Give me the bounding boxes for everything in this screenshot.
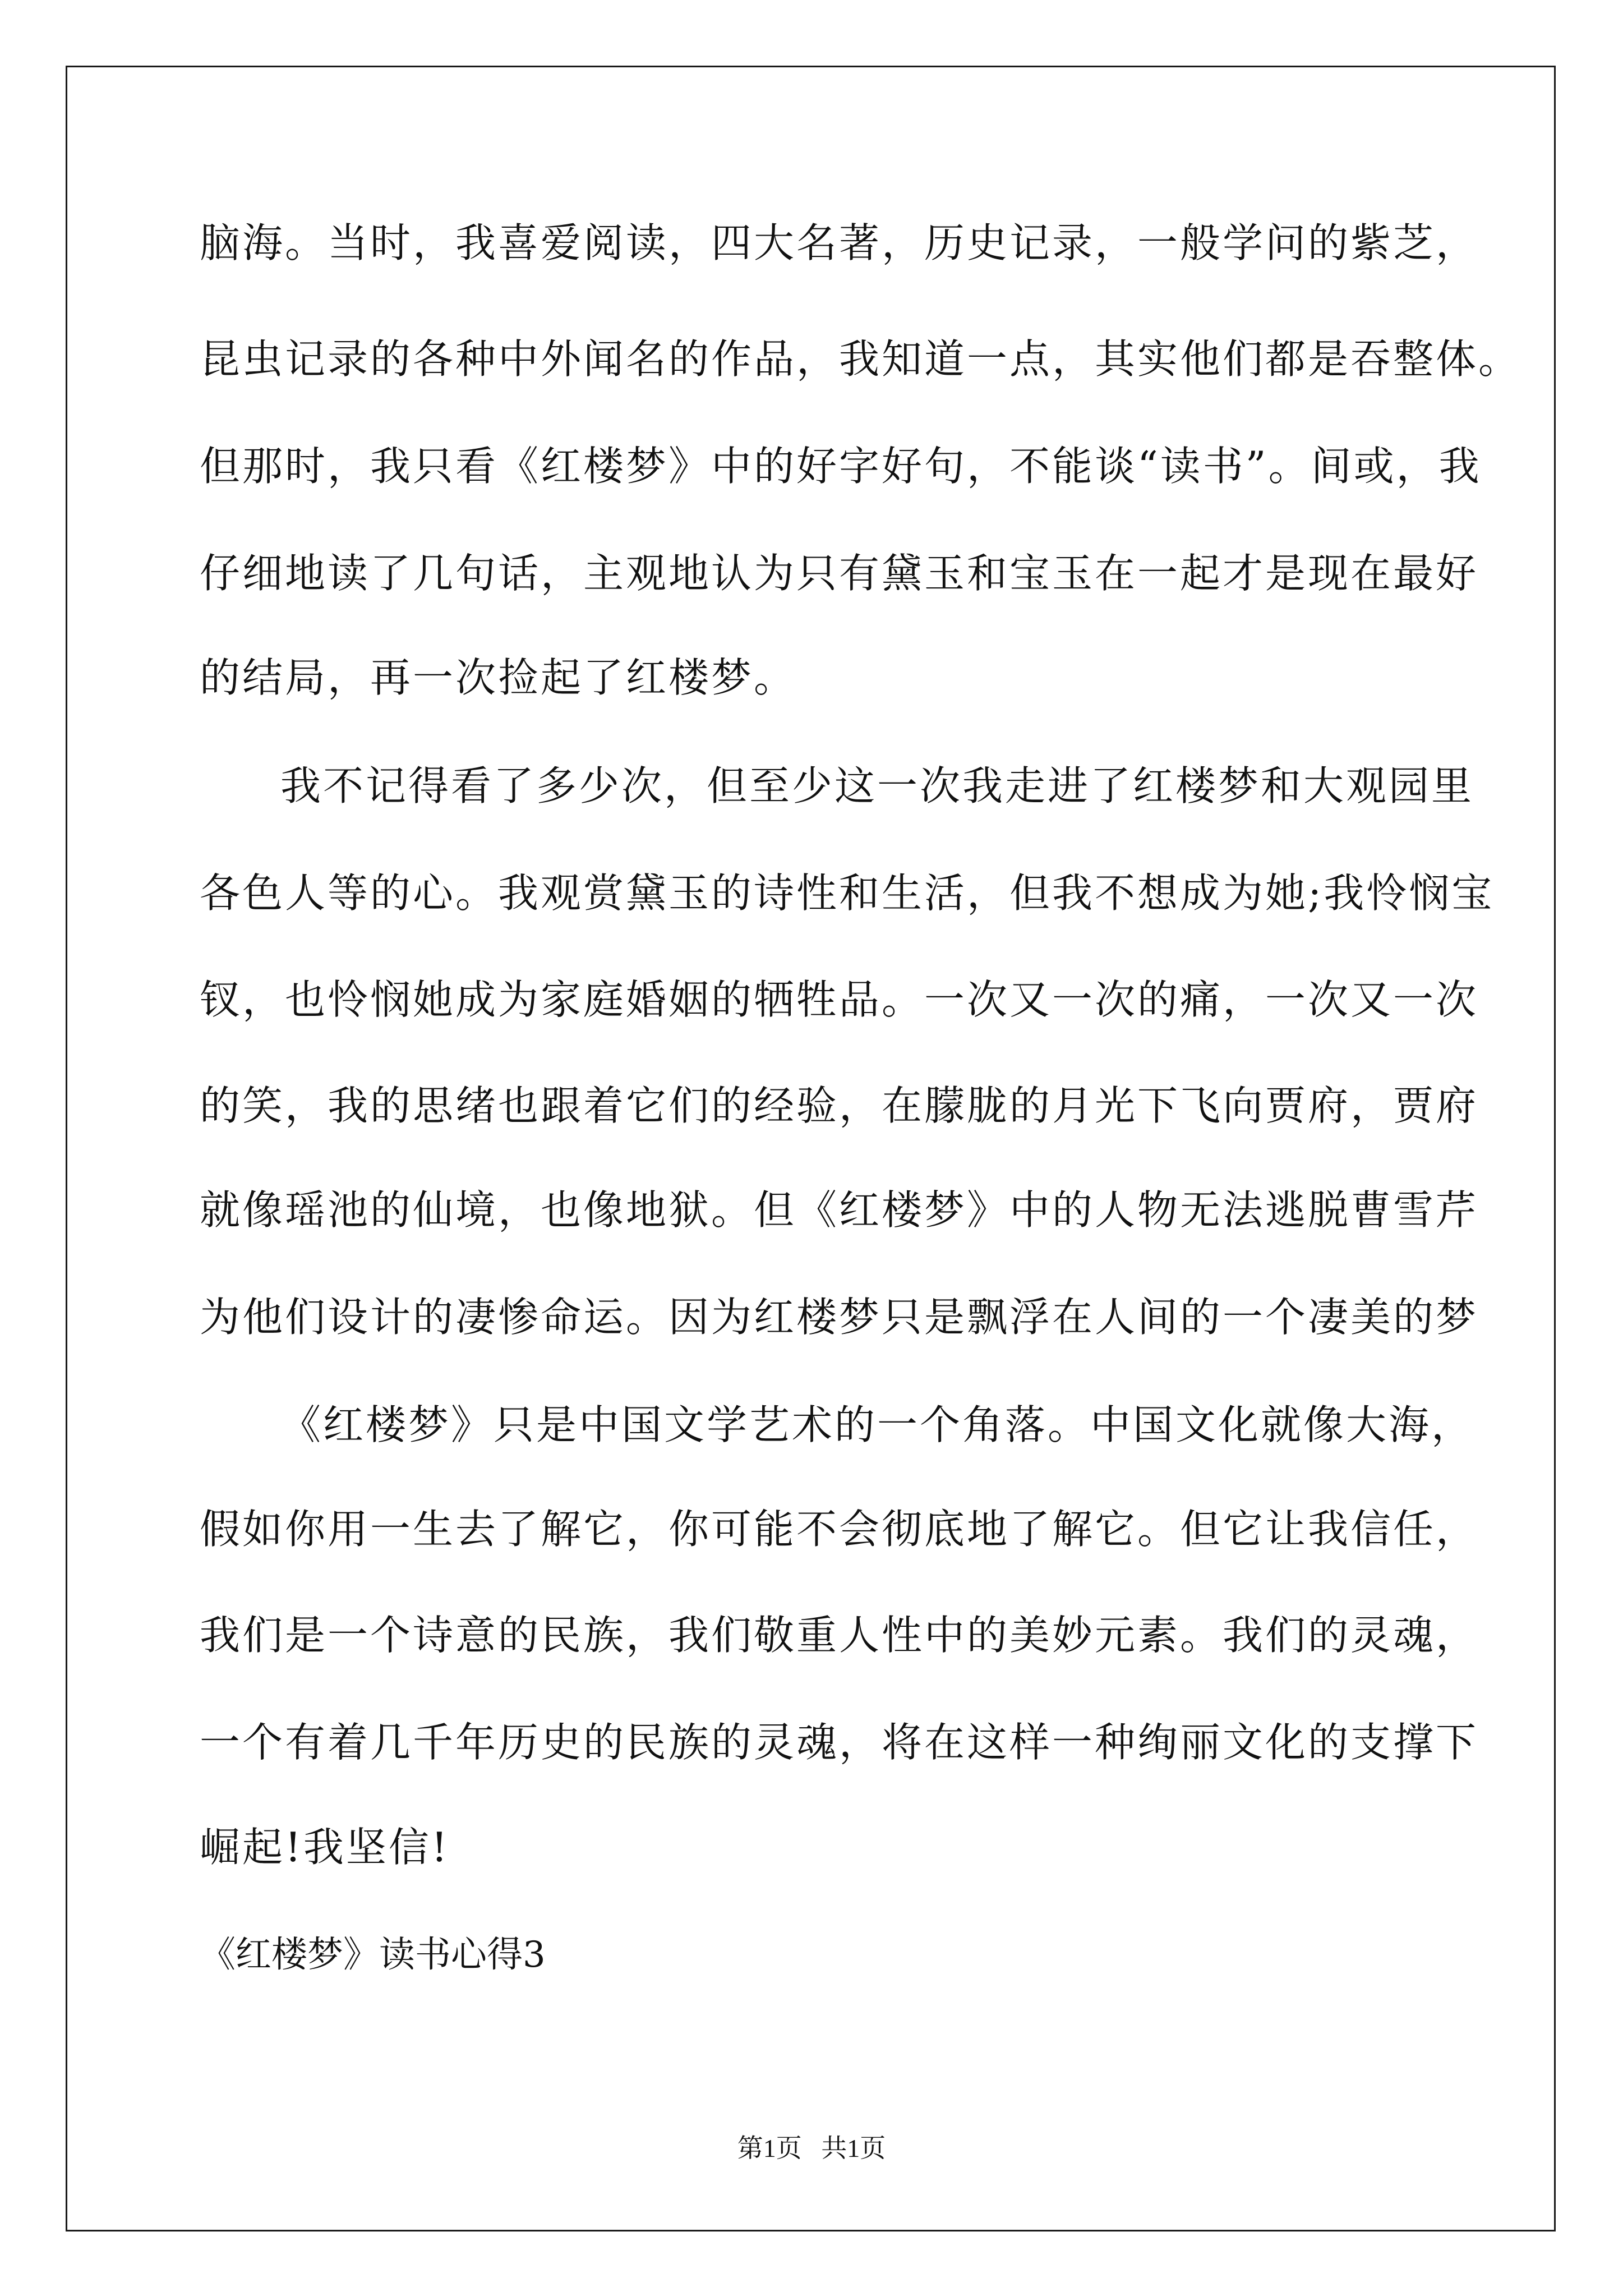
- paragraph-2-line-2: 各色人等的心。我观赏黛玉的诗性和生活，但我不想成为她;我怜悯宝: [200, 869, 1495, 917]
- page-number-footer: 第1页 共1页: [737, 2134, 886, 2162]
- paragraph-1-line-5: 的结局，再一次捡起了红楼梦。: [200, 654, 797, 701]
- paragraph-3-line-1: 《红楼梦》只是中国文学艺术的一个角落。中国文化就像大海，: [280, 1401, 1474, 1448]
- paragraph-1-line-1: 脑海。当时，我喜爱阅读，四大名著，历史记录，一般学问的紫芝，: [200, 219, 1479, 266]
- paragraph-2-line-6: 为他们设计的凄惨命运。因为红楼梦只是飘浮在人间的一个凄美的梦: [200, 1294, 1479, 1341]
- paragraph-2-line-4: 的笑，我的思绪也跟着它们的经验，在朦胧的月光下飞向贾府，贾府: [200, 1082, 1479, 1129]
- paragraph-1-line-4: 仔细地读了几句话，主观地认为只有黛玉和宝玉在一起才是现在最好: [200, 550, 1479, 597]
- paragraph-3-line-5: 崛起!我坚信!: [200, 1824, 450, 1871]
- paragraph-1-line-3: 但那时，我只看《红楼梦》中的好字好句，不能谈“读书”。间或，我: [200, 443, 1482, 490]
- paragraph-1-line-2: 昆虫记录的各种中外闻名的作品，我知道一点，其实他们都是吞整体。: [200, 335, 1521, 383]
- paragraph-2-line-5: 就像瑶池的仙境，也像地狱。但《红楼梦》中的人物无法逃脱曹雪芹: [200, 1186, 1479, 1234]
- section-heading: 《红楼梦》读书心得3: [200, 1934, 546, 1976]
- paragraph-3-line-4: 一个有着几千年历史的民族的灵魂，将在这样一种绚丽文化的支撑下: [200, 1719, 1479, 1766]
- page-border: [66, 66, 1556, 2231]
- paragraph-2-line-3: 钗，也怜悯她成为家庭婚姻的牺牲品。一次又一次的痛，一次又一次: [200, 976, 1479, 1023]
- paragraph-3-line-2: 假如你用一生去了解它，你可能不会彻底地了解它。但它让我信任，: [200, 1506, 1479, 1553]
- paragraph-3-line-3: 我们是一个诗意的民族，我们敬重人性中的美妙元素。我们的灵魂，: [200, 1612, 1479, 1659]
- paragraph-2-line-1: 我不记得看了多少次，但至少这一次我走进了红楼梦和大观园里: [280, 762, 1474, 809]
